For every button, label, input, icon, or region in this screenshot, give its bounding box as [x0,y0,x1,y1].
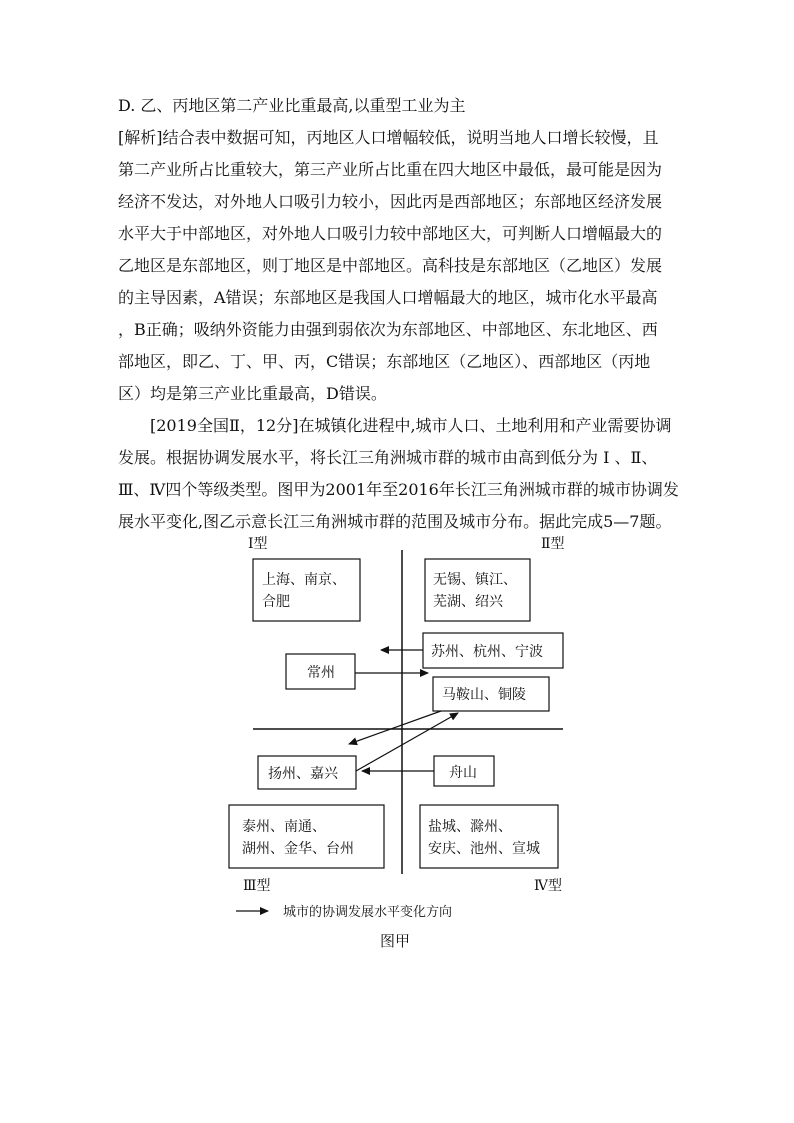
analysis-line-4: 水平大于中部地区，对外地人口吸引力较中部地区大，可判断人口增幅最大的 [118,224,663,243]
figure-jia-diagram [0,528,794,958]
box-yancheng-line-1: 盐城、滁州、 [428,819,512,835]
arrow-maanshan-to-yangzhou [349,711,441,744]
box-shanghai-nanjing-hefei [253,559,360,621]
box-shanghai-line-2: 合肥 [262,594,290,610]
box-yancheng-line-2: 安庆、池州、宣城 [428,841,540,857]
quadrant-label-type-1: Ⅰ型 [248,536,268,552]
box-suzhou-label: 苏州、杭州、宁波 [431,644,543,660]
box-wuxi-line-1: 无锡、镇江、 [433,572,517,588]
question-stem-line-4: 展水平变化,图乙示意长江三角洲城市群的范围及城市分布。据此完成5—7题。 [118,512,672,531]
box-taizhou-line-2: 湖州、金华、台州 [242,841,354,857]
analysis-line-1: [解析]结合表中数据可知，丙地区人口增幅较低，说明当地人口增长较慢，且 [118,128,659,147]
box-yangzhou-label: 扬州、嘉兴 [268,766,338,782]
quadrant-label-type-4: Ⅳ型 [534,878,562,894]
analysis-line-5: 乙地区是东部地区，则丁地区是中部地区。高科技是东部地区（乙地区）发展 [118,256,663,275]
analysis-line-8: 部地区，即乙、丁、甲、丙，C错误；东部地区（乙地区）、西部地区（丙地 [118,352,651,371]
box-yancheng-chuzhou-anqing [420,805,558,868]
figure-caption: 图甲 [380,932,411,950]
question-stem-line-3: Ⅲ、Ⅳ四个等级类型。图甲为2001年至2016年长江三角洲城市群的城市协调发 [118,480,679,499]
box-taizhou-line-1: 泰州、南通、 [242,819,326,835]
box-taizhou-nantong-huzhou-jinhua [229,805,384,868]
box-zhoushan-label: 舟山 [449,765,477,781]
box-wuxi-zhenjiang-wuhu-shaoxing [425,559,530,621]
box-shanghai-line-1: 上海、南京、 [262,572,346,588]
box-wuxi-line-2: 芜湖、绍兴 [433,594,503,610]
box-maanshan-label: 马鞍山、铜陵 [442,687,526,703]
quadrant-label-type-3: Ⅲ型 [243,878,271,894]
analysis-line-6: 的主导因素，A错误；东部地区是我国人口增幅最大的地区，城市化水平最高 [118,288,658,307]
legend-label: 城市的协调发展水平变化方向 [283,905,453,920]
question-text [118,90,698,538]
quadrant-label-type-2: Ⅱ型 [541,536,565,552]
option-d-line: D. 乙、丙地区第二产业比重最高,以重型工业为主 [118,96,466,115]
analysis-line-7: ，B正确；吸纳外资能力由强到弱依次为东部地区、中部地区、东北地区、西 [118,320,658,339]
box-changzhou-label: 常州 [307,665,335,681]
question-stem-line-2: 发展。根据协调发展水平，将长江三角洲城市群的城市由高到低分为 Ⅰ 、Ⅱ、 [118,448,658,467]
analysis-line-3: 经济不发达，对外地人口吸引力较小，因此丙是西部地区；东部地区经济发展 [118,192,663,211]
question-stem-line-1: [2019全国Ⅱ，12分]在城镇化进程中,城市人口、土地利用和产业需要协调 [150,416,672,435]
analysis-line-2: 第二产业所占比重较大，第三产业所占比重在四大地区中最低，最可能是因为 [118,160,663,179]
analysis-line-9: 区）均是第三产业比重最高，D错误。 [118,384,387,403]
